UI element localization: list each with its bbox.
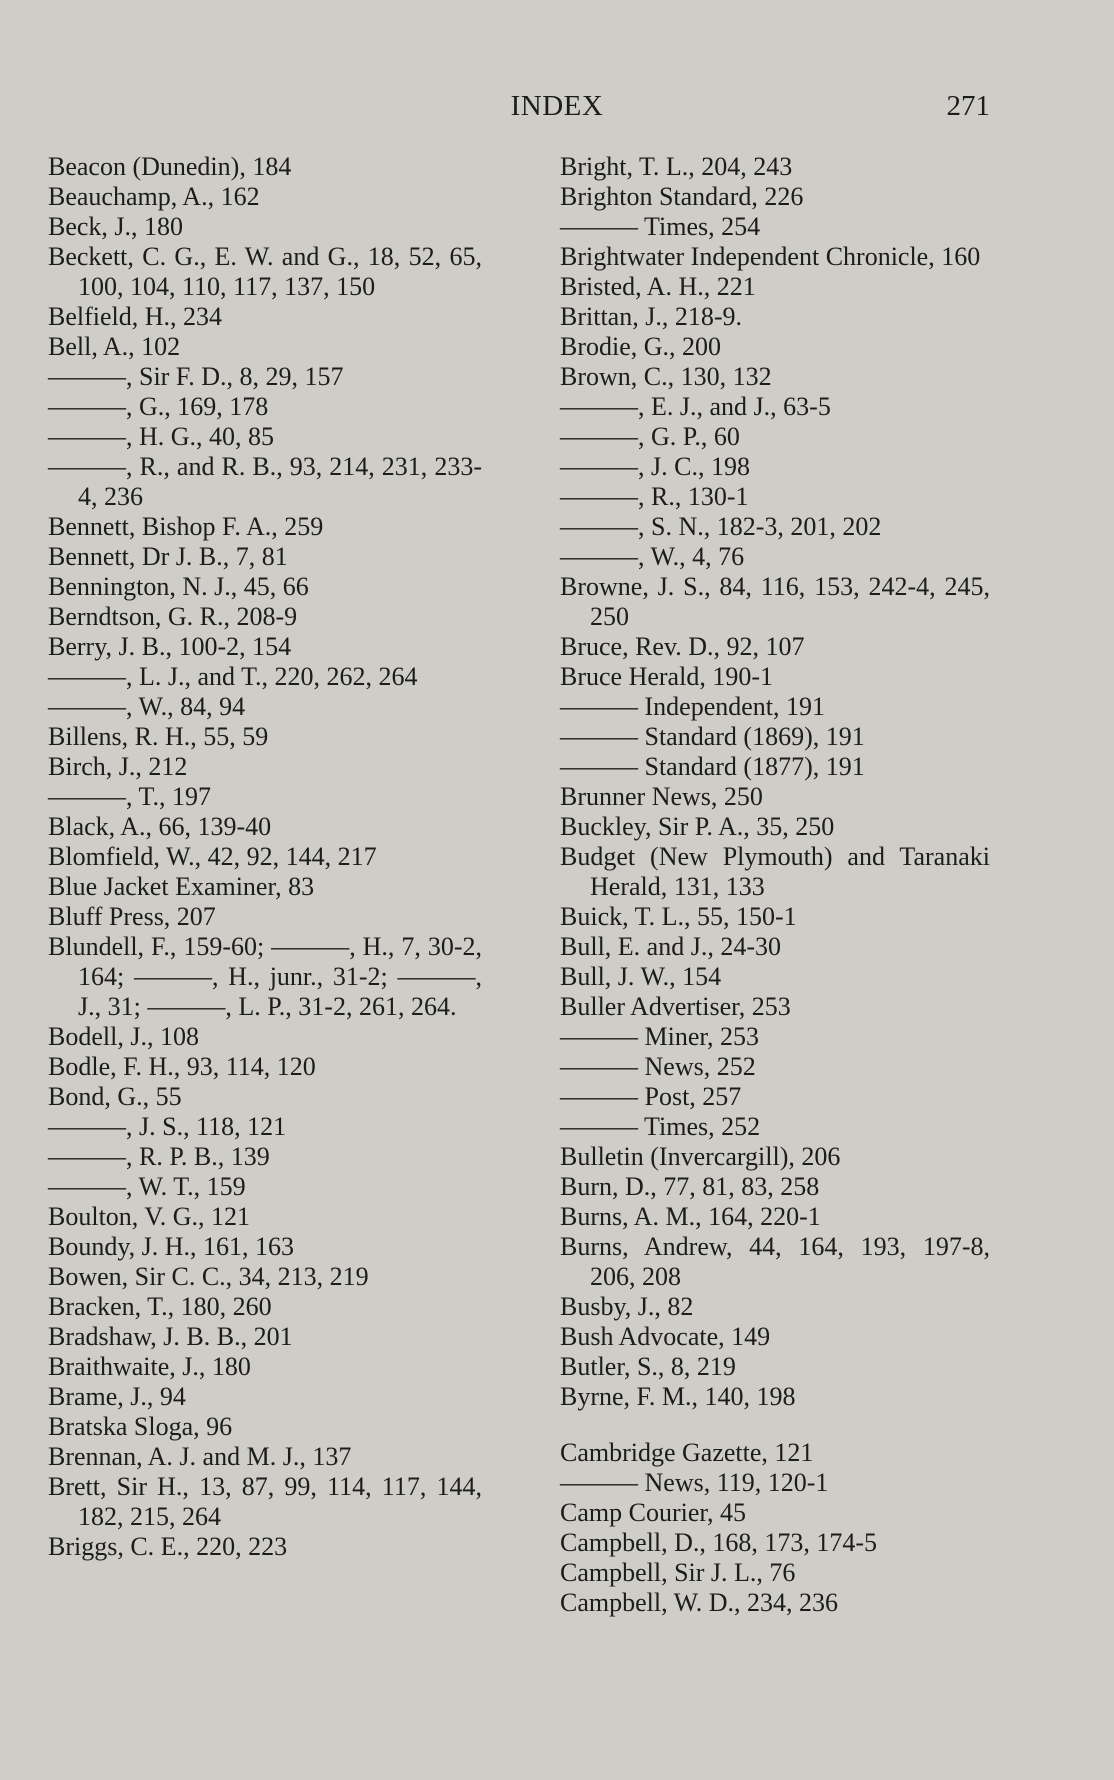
index-entry: Beacon (Dunedin), 184 <box>48 152 292 181</box>
index-entry: Bulletin (Invercargill), 206 <box>560 1142 841 1171</box>
index-entry: ———, W. T., 159 <box>48 1172 246 1201</box>
index-entry: Belfield, H., 234 <box>48 302 223 331</box>
index-entry: Boundy, J. H., 161, 163 <box>48 1232 295 1261</box>
index-entry: Braithwaite, J., 180 <box>48 1352 251 1381</box>
index-entry: Cambridge Gazette, 121 <box>560 1438 814 1467</box>
index-entry: Butler, S., 8, 219 <box>560 1352 736 1381</box>
index-entry: Browne, J. S., 84, 116, 153, 242-4, 245, 250 <box>560 572 990 631</box>
index-entry: Campbell, D., 168, 173, 174-5 <box>560 1528 878 1557</box>
index-column-right <box>560 152 990 1618</box>
index-entry: Briggs, C. E., 220, 223 <box>48 1532 288 1561</box>
index-entry: ——— News, 119, 120-1 <box>560 1468 829 1497</box>
index-entry: Billens, R. H., 55, 59 <box>48 722 269 751</box>
index-entry: ———, J. C., 198 <box>560 452 750 481</box>
index-entry: Buller Advertiser, 253 <box>560 992 791 1021</box>
index-entry: ——— News, 252 <box>560 1052 756 1081</box>
index-entry: Burns, Andrew, 44, 164, 193, 197-8, 206, 208 <box>560 1232 990 1291</box>
index-entry: Bratska Sloga, 96 <box>48 1412 233 1441</box>
index-entry: Bracken, T., 180, 260 <box>48 1292 272 1321</box>
index-entry: Brighton Standard, 226 <box>560 182 804 211</box>
index-entry: Brunner News, 250 <box>560 782 763 811</box>
index-entry: Brodie, G., 200 <box>560 332 722 361</box>
index-entry: ——— Post, 257 <box>560 1082 742 1111</box>
index-entry: Blue Jacket Examiner, 83 <box>48 872 315 901</box>
index-entry: Bruce, Rev. D., 92, 107 <box>560 632 805 661</box>
index-entry: Beauchamp, A., 162 <box>48 182 260 211</box>
index-entry: Berndtson, G. R., 208-9 <box>48 602 298 631</box>
index-entry: ——— Independent, 191 <box>560 692 826 721</box>
index-entry: ———, G., 169, 178 <box>48 392 269 421</box>
index-entry: Buick, T. L., 55, 150-1 <box>560 902 797 931</box>
index-entry: Birch, J., 212 <box>48 752 188 781</box>
index-entry: ———, R. P. B., 139 <box>48 1142 270 1171</box>
index-entry: Budget (New Plymouth) and Taranaki Herald, 131, 133 <box>560 842 990 901</box>
index-entry: Campbell, Sir J. L., 76 <box>560 1558 796 1587</box>
index-entry: ——— Standard (1869), 191 <box>560 722 865 751</box>
index-entry: Brown, C., 130, 132 <box>560 362 772 391</box>
index-entry: Bowen, Sir C. C., 34, 213, 219 <box>48 1262 369 1291</box>
index-entry: Boulton, V. G., 121 <box>48 1202 251 1231</box>
index-entry: ———, E. J., and J., 63-5 <box>560 392 831 421</box>
index-entry: Black, A., 66, 139-40 <box>48 812 272 841</box>
index-entry: ——— Times, 254 <box>560 212 761 241</box>
page-title: INDEX <box>510 90 604 122</box>
index-entry: Bell, A., 102 <box>48 332 181 361</box>
index-entry: Brightwater Independent Chronicle, 160 <box>560 242 981 271</box>
index-entry: ———, H. G., 40, 85 <box>48 422 275 451</box>
index-entry: Bennington, N. J., 45, 66 <box>48 572 309 601</box>
index-entry: ———, W., 84, 94 <box>48 692 246 721</box>
index-entry: ——— Times, 252 <box>560 1112 761 1141</box>
index-entry: Berry, J. B., 100-2, 154 <box>48 632 292 661</box>
index-entry: ———, T., 197 <box>48 782 211 811</box>
index-entry: ———, G. P., 60 <box>560 422 740 451</box>
index-entry: ———, Sir F. D., 8, 29, 157 <box>48 362 344 391</box>
index-entry: Busby, J., 82 <box>560 1292 694 1321</box>
index-entry: Bull, E. and J., 24-30 <box>560 932 781 961</box>
index-entry: Bush Advocate, 149 <box>560 1322 771 1351</box>
index-entry: ———, S. N., 182-3, 201, 202 <box>560 512 882 541</box>
index-entry: Brittan, J., 218-9. <box>560 302 742 331</box>
running-head <box>0 88 1114 128</box>
index-entry: Bradshaw, J. B. B., 201 <box>48 1322 293 1351</box>
index-entry: Bodle, F. H., 93, 114, 120 <box>48 1052 316 1081</box>
index-entry: ——— Standard (1877), 191 <box>560 752 865 781</box>
index-entry: ———, J. S., 118, 121 <box>48 1112 287 1141</box>
index-entry: Bull, J. W., 154 <box>560 962 722 991</box>
index-entry: Byrne, F. M., 140, 198 <box>560 1382 796 1411</box>
index-entry: ———, R., and R. B., 93, 214, 231, 233-4, 236 <box>48 452 482 511</box>
index-entry: Brennan, A. J. and M. J., 137 <box>48 1442 352 1471</box>
index-entry: ———, R., 130-1 <box>560 482 749 511</box>
index-entry: ———, L. J., and T., 220, 262, 264 <box>48 662 418 691</box>
index-entry: Brett, Sir H., 13, 87, 99, 114, 117, 144, 182, 215, 264 <box>48 1472 482 1531</box>
index-entry: Beckett, C. G., E. W. and G., 18, 52, 65, 100, 104, 110, 117, 137, 150 <box>48 242 482 301</box>
index-entry: Brame, J., 94 <box>48 1382 186 1411</box>
index-entry: Bennett, Dr J. B., 7, 81 <box>48 542 288 571</box>
index-entry: Blundell, F., 159-60; ———, H., 7, 30-2, 164; ———, H., junr., 31-2; ———, J., 31; ———, L. P., 31-2, 261, 264. <box>48 932 482 1021</box>
index-entry: Buckley, Sir P. A., 35, 250 <box>560 812 835 841</box>
index-entry: Beck, J., 180 <box>48 212 184 241</box>
index-entry: Bright, T. L., 204, 243 <box>560 152 793 181</box>
page-number: 271 <box>946 90 990 122</box>
index-entry: Burn, D., 77, 81, 83, 258 <box>560 1172 820 1201</box>
index-entry: Bennett, Bishop F. A., 259 <box>48 512 324 541</box>
index-entry: Bond, G., 55 <box>48 1082 182 1111</box>
index-entry: Bristed, A. H., 221 <box>560 272 756 301</box>
index-entry: Camp Courier, 45 <box>560 1498 746 1527</box>
index-entry: Blomfield, W., 42, 92, 144, 217 <box>48 842 377 871</box>
index-entry: ——— Miner, 253 <box>560 1022 759 1051</box>
index-entry: ———, W., 4, 76 <box>560 542 745 571</box>
index-entry: Campbell, W. D., 234, 236 <box>560 1588 839 1617</box>
index-column-left <box>48 152 482 1562</box>
index-entry: Burns, A. M., 164, 220-1 <box>560 1202 821 1231</box>
index-entry: Bluff Press, 207 <box>48 902 216 931</box>
index-entry: Bodell, J., 108 <box>48 1022 199 1051</box>
index-entry: Bruce Herald, 190-1 <box>560 662 773 691</box>
